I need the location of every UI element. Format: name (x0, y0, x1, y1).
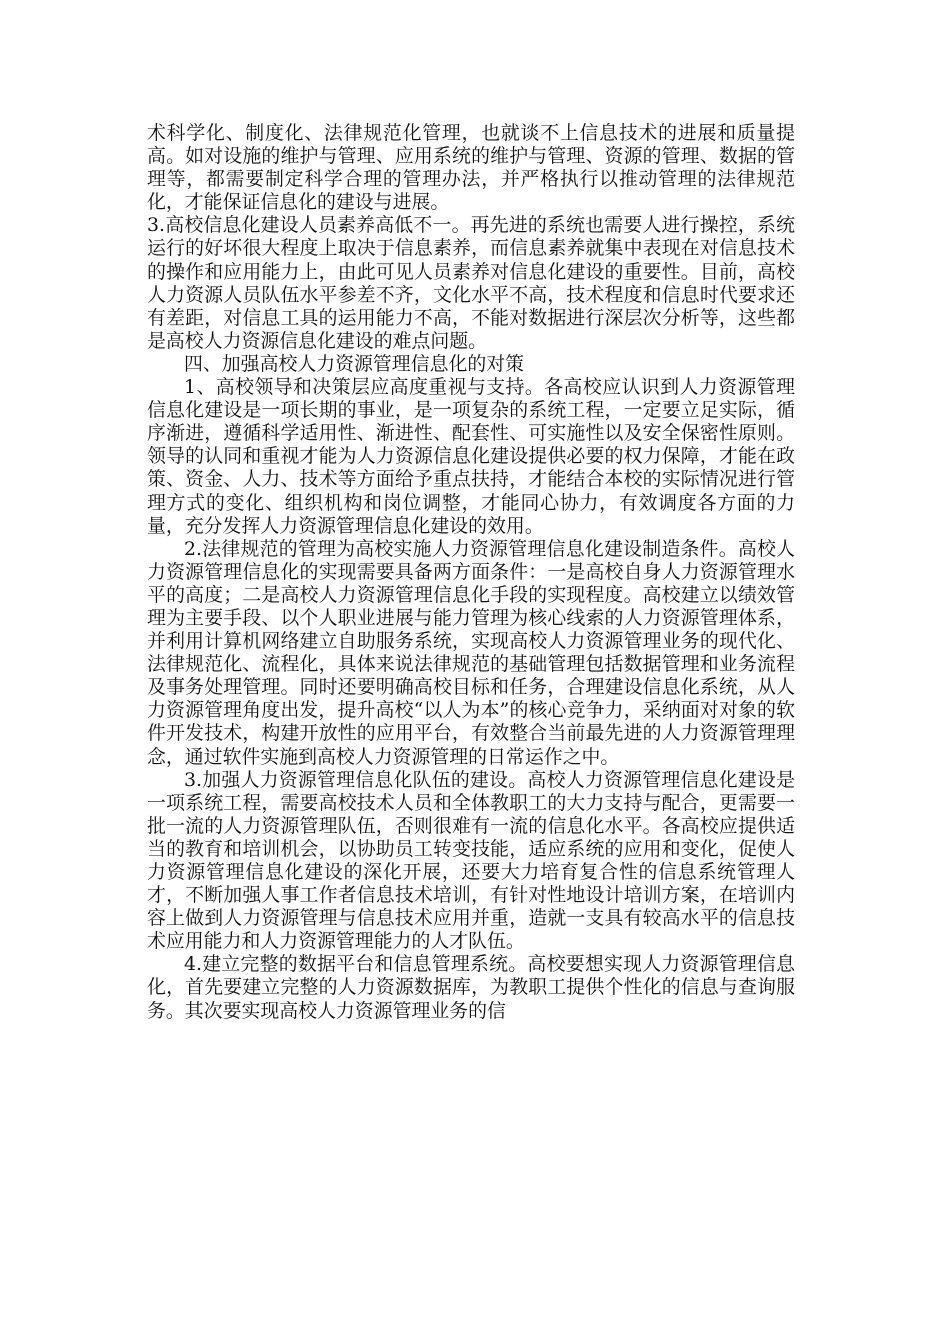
paragraph-countermeasure-4: 4.建立完整的数据平台和信息管理系统。高校要想实现人力资源管理信息化，首先要建立完整的人力资源数据库，为教职工提供个性化的信息与查询服务。其次要实现高校人力资源管理业务的信 (147, 953, 795, 1022)
paragraph-point-3: 3.高校信息化建设人员素养高低不一。再先进的系统也需要人进行操控，系统运行的好坏很大程度上取决于信息素养，而信息素养就集中表现在对信息技术的操作和应用能力上，由此可见人员素养对信息化建设的重要性。目前，高校人力资源人员队伍水平参差不齐，文化水平不高，技术程度和信息时代要求还有差距，对信息工具的运用能力不高，不能对数据进行深层次分析等，这些都是高校人力资源信息化建设的难点问题。 (147, 214, 795, 352)
paragraph-countermeasure-3: 3.加强人力资源管理信息化队伍的建设。高校人力资源管理信息化建设是一项系统工程，需要高校技术人员和全体教职工的大力支持与配合，更需要一批一流的人力资源管理队伍，否则很难有一流的信息化水平。各高校应提供适当的教育和培训机会，以协助员工转变技能，适应系统的应用和变化，促使人力资源管理信息化建设的深化开展，还要大力培育复合性的信息系统管理人才，不断加强人事工作者信息技术培训，有针对性地设计培训方案，在培训内容上做到人力资源管理与信息技术应用并重，造就一支具有较高水平的信息技术应用能力和人力资源管理能力的人才队伍。 (147, 768, 795, 953)
paragraph-countermeasure-1: 1、高校领导和决策层应高度重视与支持。各高校应认识到人力资源管理信息化建设是一项长期的事业，是一项复杂的系统工程，一定要立足实际，循序渐进，遵循科学适用性、渐进性、配套性、可实施性以及安全保密性原则。领导的认同和重视才能为人力资源信息化建设提供必要的权力保障，才能在政策、资金、人力、技术等方面给予重点扶持，才能结合本校的实际情况进行管理方式的变化、组织机构和岗位调整，才能同心协力，有效调度各方面的力量，充分发挥人力资源管理信息化建设的效用。 (147, 376, 795, 537)
section-heading: 四、加强高校人力资源管理信息化的对策 (184, 352, 525, 375)
body-text (147, 122, 795, 1023)
paragraph-countermeasure-2: 2.法律规范的管理为高校实施人力资源管理信息化建设制造条件。高校人力资源管理信息化的实现需要具备两方面条件：一是高校自身人力资源管理水平的高度；二是高校人力资源管理信息化手段的实现程度。高校建立以绩效管理为主要手段、以个人职业进展与能力管理为核心线索的人力资源管理体系，并利用计算机网络建立自助服务系统，实现高校人力资源管理业务的现代化、法律规范化、流程化，具体来说法律规范的基础管理包括数据管理和业务流程及事务处理管理。同时还要明确高校目标和任务，合理建设信息化系统，从人力资源管理角度出发，提升高校“以人为本”的核心竞争力，采纳面对对象的软件开发技术，构建开放性的应用平台，有效整合当前最先进的人力资源管理理念，通过软件实施到高校人力资源管理的日常运作之中。 (147, 537, 795, 768)
paragraph-continued: 术科学化、制度化、法律规范化管理，也就谈不上信息技术的进展和质量提高。如对设施的维护与管理、应用系统的维护与管理、资源的管理、数据的管理等，都需要制定科学合理的管理办法，并严格执行以推动管理的法律规范化，才能保证信息化的建设与进展。 (147, 122, 795, 214)
